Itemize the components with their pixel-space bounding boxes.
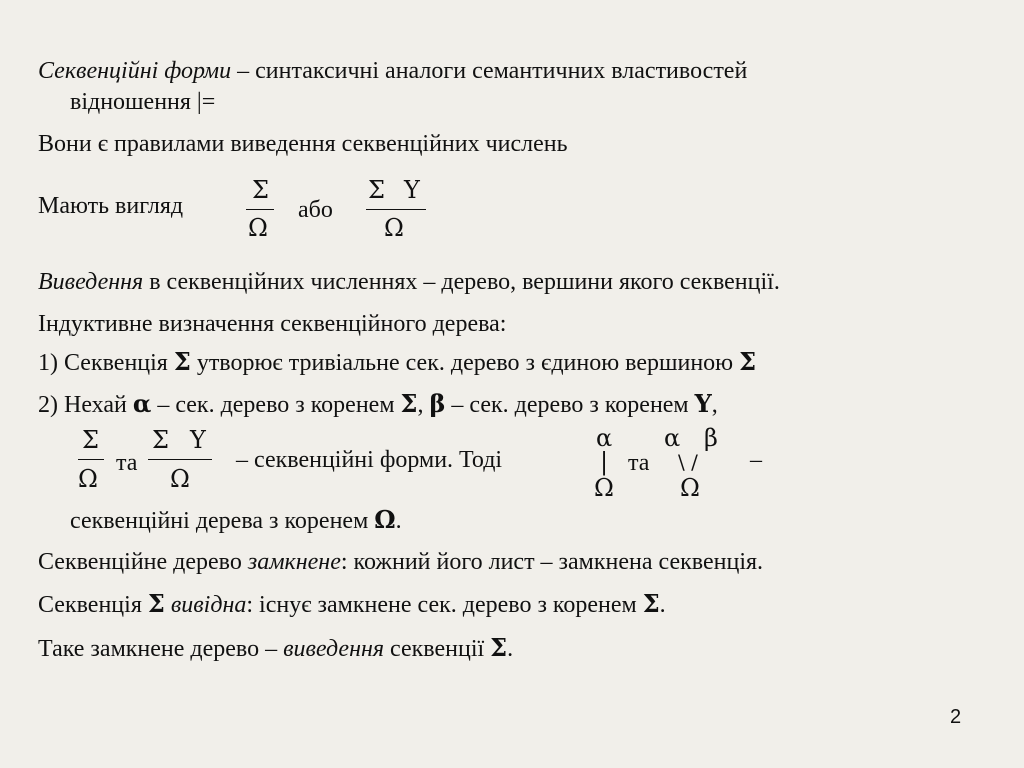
trees-dash: – bbox=[750, 447, 762, 473]
derivable-sigma-end: Σ bbox=[642, 589, 660, 618]
derivation-definition bbox=[38, 268, 780, 296]
fraction2-numerator-sigma: Σ bbox=[368, 176, 385, 204]
and-word-1: та bbox=[116, 450, 138, 476]
tree2-branches: \ / bbox=[678, 450, 698, 474]
fraction1-numerator: Σ bbox=[252, 176, 269, 204]
derivation-closing-b: секвенції bbox=[384, 636, 491, 662]
trees-root-text: секвенційні дерева з коренем bbox=[70, 508, 375, 534]
rule-2-beta: β bbox=[429, 389, 446, 418]
derivable-sigma: Σ bbox=[147, 589, 165, 618]
rule-2-upsilon: Υ bbox=[694, 389, 712, 418]
rule-1-sigma-end: Σ bbox=[739, 347, 757, 376]
tree2-beta: β bbox=[704, 424, 718, 452]
derivation-closing-a: Таке замкнене дерево – bbox=[38, 636, 284, 662]
rule-2-text-c: , bbox=[417, 392, 430, 418]
derivation-closing bbox=[38, 634, 513, 663]
rule-2-text-a: 2) Нехай bbox=[38, 392, 133, 418]
derivable-text-a: Секвенція bbox=[38, 592, 148, 618]
rule-2-text-e: , bbox=[711, 392, 718, 418]
tree1-top: α bbox=[596, 424, 613, 452]
trees-root-period: . bbox=[395, 508, 402, 534]
definition-text: – синтаксичні аналоги семантичних властивостей bbox=[231, 58, 748, 84]
fraction2-numerator-upsilon: Υ bbox=[404, 176, 420, 204]
page-number: 2 bbox=[950, 706, 962, 728]
definition-continuation: відношення |= bbox=[70, 89, 216, 115]
forms-label: Мають вигляд bbox=[38, 193, 184, 219]
or-word: або bbox=[298, 197, 333, 223]
closed-tree-text-b: : кожний його лист – замкнена секвенція. bbox=[340, 549, 764, 575]
tree1-edge: | bbox=[600, 448, 609, 476]
trees-root-statement bbox=[70, 506, 402, 535]
rule-2-sigma: Σ bbox=[400, 389, 418, 418]
rule-1-sigma: Σ bbox=[173, 347, 191, 376]
form2-numerator-upsilon: Υ bbox=[190, 426, 206, 454]
form1-rule bbox=[78, 459, 104, 460]
form1-denominator: Ω bbox=[78, 465, 98, 493]
forms-then-text: – секвенційні форми. Тоді bbox=[236, 447, 503, 473]
term-derivable: вивідна bbox=[170, 592, 247, 618]
inductive-definition-heading: Індуктивне визначення секвенційного дерева: bbox=[38, 311, 507, 337]
derivation-closing-sigma: Σ bbox=[490, 633, 508, 662]
form2-denominator: Ω bbox=[170, 465, 190, 493]
derivable-definition bbox=[38, 590, 666, 619]
tree1-root: Ω bbox=[594, 474, 614, 502]
derivable-period: . bbox=[659, 592, 666, 618]
and-word-2: та bbox=[628, 450, 650, 476]
tree2-root: Ω bbox=[680, 474, 700, 502]
definition-sequent-forms bbox=[38, 57, 747, 85]
derivation-text: в секвенційних численнях – дерево, вершини якого секвенції. bbox=[143, 269, 780, 295]
fraction2-rule bbox=[366, 209, 426, 210]
term-sequent-forms: Секвенційні форми bbox=[38, 58, 232, 84]
rule-2 bbox=[38, 390, 718, 419]
closed-tree-text-a: Секвенційне дерево bbox=[38, 549, 248, 575]
rule-1-text-b: утворює тривіальне сек. дерево з єдиною вершиною bbox=[190, 350, 740, 376]
rule-2-alpha: α bbox=[132, 389, 152, 418]
term-derivation-2: виведення bbox=[283, 636, 385, 662]
rule-2-text-b: – сек. дерево з коренем bbox=[151, 392, 401, 418]
fraction2-denominator: Ω bbox=[384, 214, 404, 242]
fraction1-rule bbox=[246, 209, 274, 210]
rule-2-text-d: – сек. дерево з коренем bbox=[445, 392, 695, 418]
derivation-closing-period: . bbox=[507, 636, 514, 662]
form1-numerator: Σ bbox=[82, 426, 99, 454]
closed-tree-definition bbox=[38, 548, 763, 576]
fraction1-denominator: Ω bbox=[248, 214, 268, 242]
form2-rule bbox=[148, 459, 212, 460]
tree2-alpha: α bbox=[664, 424, 681, 452]
rule-1 bbox=[38, 348, 756, 377]
term-derivation: Виведення bbox=[38, 269, 144, 295]
form2-numerator-sigma: Σ bbox=[152, 426, 169, 454]
rules-statement: Вони є правилами виведення секвенційних числень bbox=[38, 131, 568, 157]
trees-root-omega: Ω bbox=[374, 505, 396, 534]
derivable-text-b: : існує замкнене сек. дерево з коренем bbox=[246, 592, 643, 618]
rule-1-text-a: 1) Секвенція bbox=[38, 350, 174, 376]
term-closed: замкнене bbox=[247, 549, 341, 575]
